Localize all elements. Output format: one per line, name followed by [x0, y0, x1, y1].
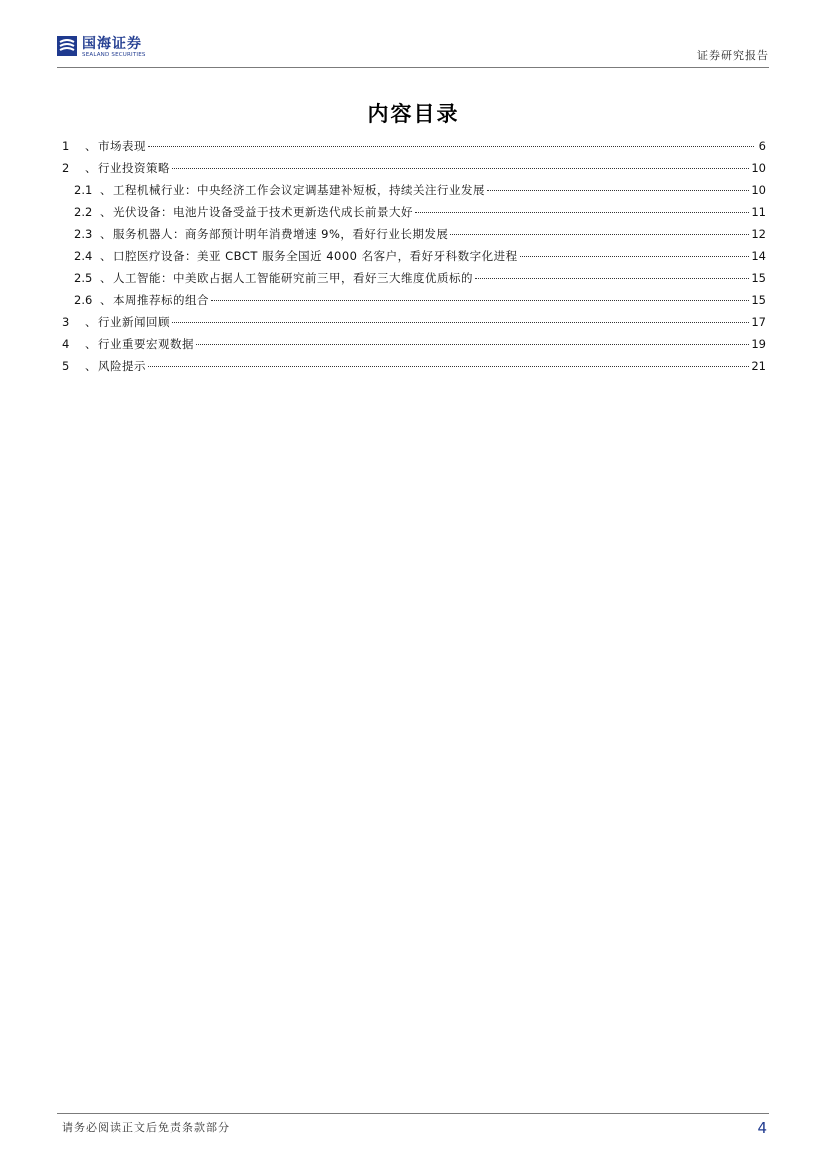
- toc-number: 2.3: [74, 227, 93, 241]
- toc-leader: [475, 278, 749, 279]
- toc-title: 人工智能：中美欧占据人工智能研究前三甲，看好三大维度优质标的: [113, 271, 473, 285]
- table-of-contents: [62, 138, 766, 380]
- toc-leader: [148, 366, 749, 367]
- company-logo: [57, 36, 146, 59]
- toc-title: 工程机械行业：中央经济工作会议定调基建补短板，持续关注行业发展: [113, 183, 485, 197]
- toc-leader: [450, 234, 749, 235]
- toc-separator: 、: [100, 205, 112, 219]
- toc-page-number: 6: [758, 139, 766, 153]
- toc-separator: 、: [85, 161, 97, 175]
- toc-page-number: 19: [751, 337, 766, 351]
- toc-number: 4: [62, 337, 70, 351]
- toc-leader: [172, 322, 749, 323]
- toc-entry-3[interactable]: [62, 314, 766, 336]
- toc-page-number: 11: [751, 205, 766, 219]
- toc-entry-4[interactable]: [62, 336, 766, 358]
- toc-entry-5[interactable]: [62, 358, 766, 380]
- toc-number: 2.2: [74, 205, 93, 219]
- page-number: 4: [757, 1119, 767, 1137]
- toc-page-number: 15: [751, 271, 766, 285]
- document-type-label: 证券研究报告: [697, 49, 769, 62]
- toc-title: 行业投资策略: [98, 161, 170, 175]
- toc-number: 2: [62, 161, 70, 175]
- toc-title: 行业重要宏观数据: [98, 337, 194, 351]
- toc-separator: 、: [85, 337, 97, 351]
- toc-leader: [196, 344, 749, 345]
- toc-leader: [487, 190, 749, 191]
- toc-title: 市场表现: [98, 139, 146, 153]
- toc-title: 服务机器人：商务部预计明年消费增速 9%，看好行业长期发展: [113, 227, 449, 241]
- page-title: 内容目录: [367, 102, 460, 126]
- toc-number: 2.4: [74, 249, 93, 263]
- toc-page-number: 14: [751, 249, 766, 263]
- logo-english-name: SEALAND SECURITIES: [82, 52, 146, 58]
- toc-entry-1[interactable]: [62, 138, 766, 160]
- toc-title: 本周推荐标的组合: [113, 293, 209, 307]
- toc-page-number: 17: [751, 315, 766, 329]
- toc-separator: 、: [100, 271, 112, 285]
- toc-page-number: 10: [751, 183, 766, 197]
- toc-page-number: 21: [751, 359, 766, 373]
- footer-disclaimer: 请务必阅读正文后免责条款部分: [62, 1121, 230, 1134]
- toc-separator: 、: [100, 227, 112, 241]
- toc-entry-2-5[interactable]: [62, 270, 766, 292]
- toc-number: 1: [62, 139, 70, 153]
- toc-separator: 、: [85, 139, 97, 153]
- toc-number: 2.6: [74, 293, 93, 307]
- toc-leader: [520, 256, 750, 257]
- toc-number: 5: [62, 359, 70, 373]
- toc-title: 光伏设备：电池片设备受益于技术更新迭代成长前景大好: [113, 205, 413, 219]
- toc-separator: 、: [100, 183, 112, 197]
- toc-page-number: 15: [751, 293, 766, 307]
- toc-leader: [148, 146, 754, 147]
- logo-chinese-name: 国海证券: [82, 36, 142, 52]
- toc-separator: 、: [100, 293, 112, 307]
- toc-title: 行业新闻回顾: [98, 315, 170, 329]
- footer-divider: [57, 1113, 769, 1114]
- toc-number: 3: [62, 315, 70, 329]
- toc-entry-2-3[interactable]: [62, 226, 766, 248]
- page-header: [57, 36, 769, 66]
- sealand-logo-icon: [57, 36, 77, 56]
- toc-leader: [211, 300, 749, 301]
- toc-title: 风险提示: [98, 359, 146, 373]
- toc-separator: 、: [100, 249, 112, 263]
- toc-page-number: 12: [751, 227, 766, 241]
- toc-entry-2[interactable]: [62, 160, 766, 182]
- toc-number: 2.1: [74, 183, 93, 197]
- toc-title: 口腔医疗设备：美亚 CBCT 服务全国近 4000 名客户，看好牙科数字化进程: [113, 249, 518, 263]
- toc-entry-2-2[interactable]: [62, 204, 766, 226]
- toc-entry-2-1[interactable]: [62, 182, 766, 204]
- toc-leader: [172, 168, 749, 169]
- toc-separator: 、: [85, 359, 97, 373]
- toc-separator: 、: [85, 315, 97, 329]
- toc-entry-2-4[interactable]: [62, 248, 766, 270]
- header-divider: [57, 67, 769, 68]
- toc-entry-2-6[interactable]: [62, 292, 766, 314]
- toc-page-number: 10: [751, 161, 766, 175]
- toc-leader: [415, 212, 749, 213]
- toc-number: 2.5: [74, 271, 93, 285]
